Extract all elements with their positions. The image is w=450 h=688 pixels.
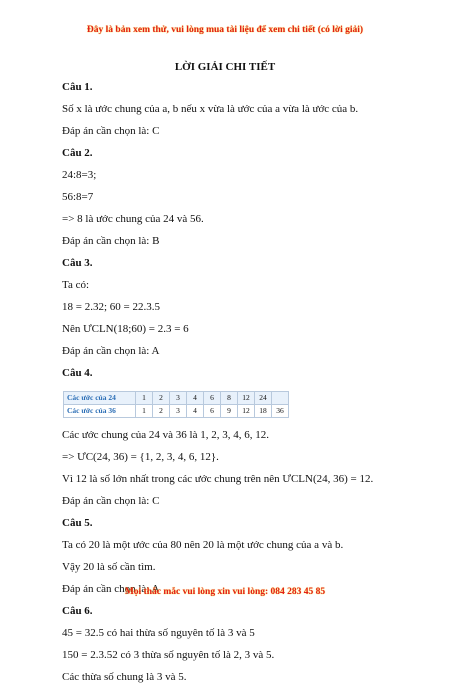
solution-line: Đáp án cần chọn là: C bbox=[62, 125, 160, 137]
solution-line: 45 = 32.5 có hai thừa số nguyên tố là 3 và 5 bbox=[62, 627, 255, 639]
page-title: LỜI GIẢI CHI TIẾT bbox=[174, 61, 276, 73]
solution-line: Vậy 20 là số cần tìm. bbox=[62, 561, 156, 573]
solution-line: Số x là ước chung của a, b nếu x vừa là ước của a vừa là ước của b. bbox=[62, 103, 359, 115]
table-cell: 9 bbox=[221, 404, 238, 417]
contact-banner: Mọi thắc mắc vui lòng xin vui lòng: 084 283 45 85 bbox=[124, 587, 326, 597]
solution-line: 150 = 2.3.52 có 3 thừa số nguyên tố là 2, 3 và 5. bbox=[62, 649, 275, 661]
question-heading: Câu 2. bbox=[62, 147, 93, 159]
solution-line: Ta có: bbox=[62, 279, 90, 291]
question-heading: Câu 4. bbox=[62, 367, 93, 379]
table-cell: 3 bbox=[170, 391, 187, 404]
solution-line: Đáp án cần chọn là: C bbox=[62, 495, 160, 507]
divisor-table-wrapper bbox=[62, 384, 402, 424]
solution-line: Đáp án cần chọn là: A bbox=[62, 583, 160, 595]
solution-line: 18 = 2.32; 60 = 22.3.5 bbox=[62, 301, 160, 313]
table-cell: 24 bbox=[255, 391, 272, 404]
solution-line: Vì 12 là số lớn nhất trong các ước chung trên nên ƯCLN(24, 36) = 12. bbox=[62, 473, 374, 485]
row-label: Các ước của 36 bbox=[64, 404, 136, 417]
table-cell: 2 bbox=[153, 404, 170, 417]
table-cell: 6 bbox=[204, 404, 221, 417]
question-heading: Câu 6. bbox=[62, 605, 93, 617]
solution-line: 24:8=3; bbox=[62, 169, 97, 181]
divisor-table bbox=[63, 391, 289, 418]
row-label: Các ước của 24 bbox=[64, 391, 136, 404]
table-cell: 4 bbox=[187, 404, 204, 417]
solution-line: Các thừa số chung là 3 và 5. bbox=[62, 671, 187, 683]
table-cell: 12 bbox=[238, 404, 255, 417]
question-heading: Câu 5. bbox=[62, 517, 93, 529]
solutions-part-2 bbox=[62, 424, 402, 688]
solution-line: Đáp án cần chọn là: B bbox=[62, 235, 160, 247]
solution-line: 56:8=7 bbox=[62, 191, 94, 203]
solutions-part-1 bbox=[62, 76, 402, 384]
question-heading: Câu 3. bbox=[62, 257, 93, 269]
solution-line: Các ước chung của 24 và 36 là 1, 2, 3, 4, 6, 12. bbox=[62, 429, 269, 441]
divisor-table-row bbox=[64, 404, 289, 417]
solution-line: Ta có 20 là một ước của 80 nên 20 là một ước chung của a và b. bbox=[62, 539, 344, 551]
table-cell: 6 bbox=[204, 391, 221, 404]
table-cell: 8 bbox=[221, 391, 238, 404]
solution-line: => 8 là ước chung của 24 và 56. bbox=[62, 213, 204, 225]
table-cell bbox=[272, 391, 289, 404]
table-cell: 1 bbox=[136, 391, 153, 404]
table-cell: 4 bbox=[187, 391, 204, 404]
solution-line: => ƯC(24, 36) = {1, 2, 3, 4, 6, 12}. bbox=[62, 451, 219, 463]
divisor-table-row bbox=[64, 391, 289, 404]
solution-line: Đáp án cần chọn là: A bbox=[62, 345, 160, 357]
table-cell: 3 bbox=[170, 404, 187, 417]
table-cell: 18 bbox=[255, 404, 272, 417]
solution-line: Nên ƯCLN(18;60) = 2.3 = 6 bbox=[62, 323, 189, 335]
preview-banner: Đây là bản xem thử, vui lòng mua tài liệu để xem chi tiết (có lời giải) bbox=[86, 25, 364, 35]
table-cell: 12 bbox=[238, 391, 255, 404]
question-heading: Câu 1. bbox=[62, 81, 93, 93]
table-cell: 2 bbox=[153, 391, 170, 404]
table-cell: 36 bbox=[272, 404, 289, 417]
table-cell: 1 bbox=[136, 404, 153, 417]
